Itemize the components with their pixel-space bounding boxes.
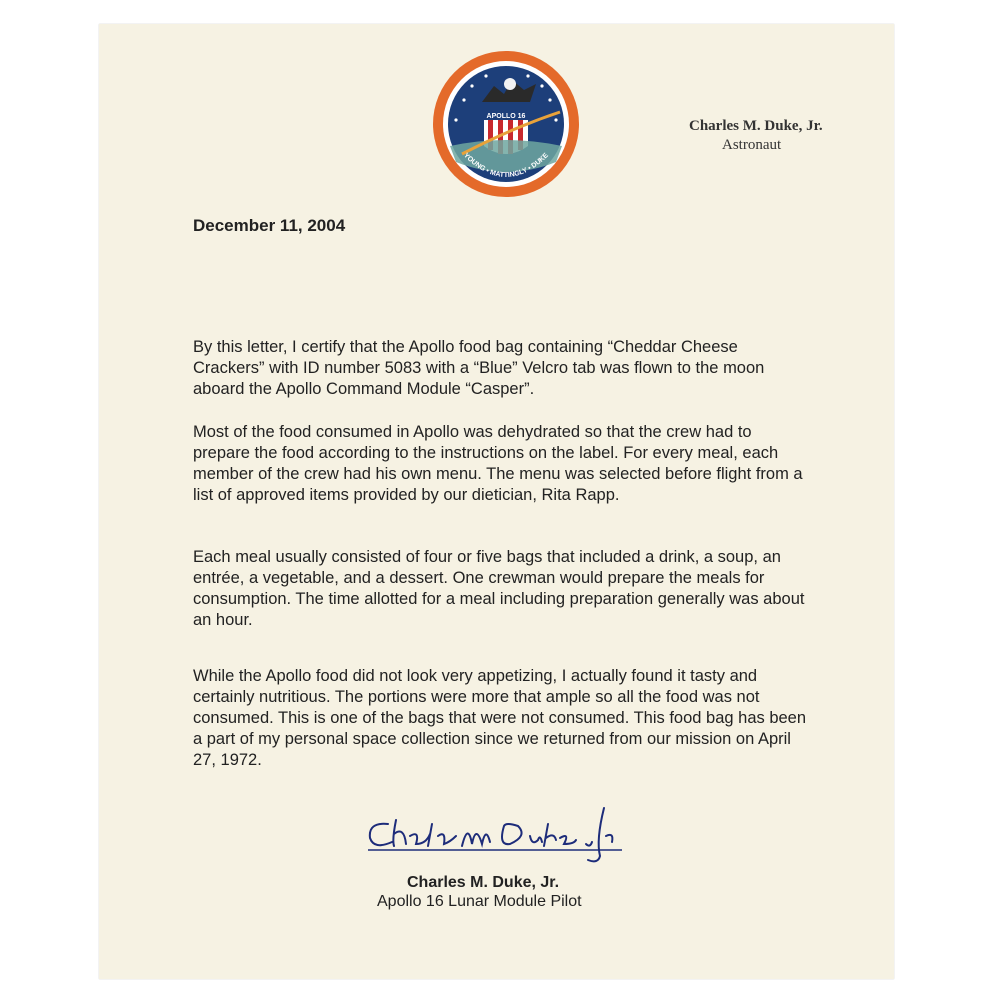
paragraph-certification: By this letter, I certify that the Apollo food bag containing “Cheddar Cheese Crackers” with ID number 5083 with a “Blue” Velcro tab was flown to the moon aboard the Apollo Command Module “Casper”. <box>193 338 765 398</box>
paragraph-personal-collection: While the Apollo food did not look very appetizing, I actually found it tasty and certainly nutritious. The portions were more that ample so all the food was not consumed. This is one of the bags that were not consumed. This food bag has been a part of my personal space collection since we returned from our mission on April 27, 1972. <box>193 667 807 769</box>
signatory-name: Charles M. Duke, Jr. <box>407 874 560 891</box>
letterhead-name: Charles M. Duke, Jr. <box>689 118 823 134</box>
apollo-16-patch <box>432 50 580 198</box>
letter-date: December 11, 2004 <box>193 216 346 235</box>
letterhead-title: Astronaut <box>722 137 782 153</box>
svg-text:APOLLO 16: APOLLO 16 <box>486 113 526 120</box>
handwritten-signature <box>360 800 625 870</box>
signatory-title: Apollo 16 Lunar Module Pilot <box>377 893 582 910</box>
svg-text:YOUNG • MATTINGLY • DUKE: YOUNG • MATTINGLY • DUKE <box>462 152 550 180</box>
paragraph-meal-composition: Each meal usually consisted of four or five bags that included a drink, a soup, an entrée, a vegetable, and a dessert. One crewman would prepare the meals for consumption. The time allotted for a meal including preparation generally was about an hour. <box>193 548 805 629</box>
paragraph-food-preparation: Most of the food consumed in Apollo was dehydrated so that the crew had to prepare the food according to the instructions on the label. For every meal, each member of the crew had his own menu. The menu was selected before flight from a list of approved items provided by our dietician, Rita Rapp. <box>193 423 803 504</box>
